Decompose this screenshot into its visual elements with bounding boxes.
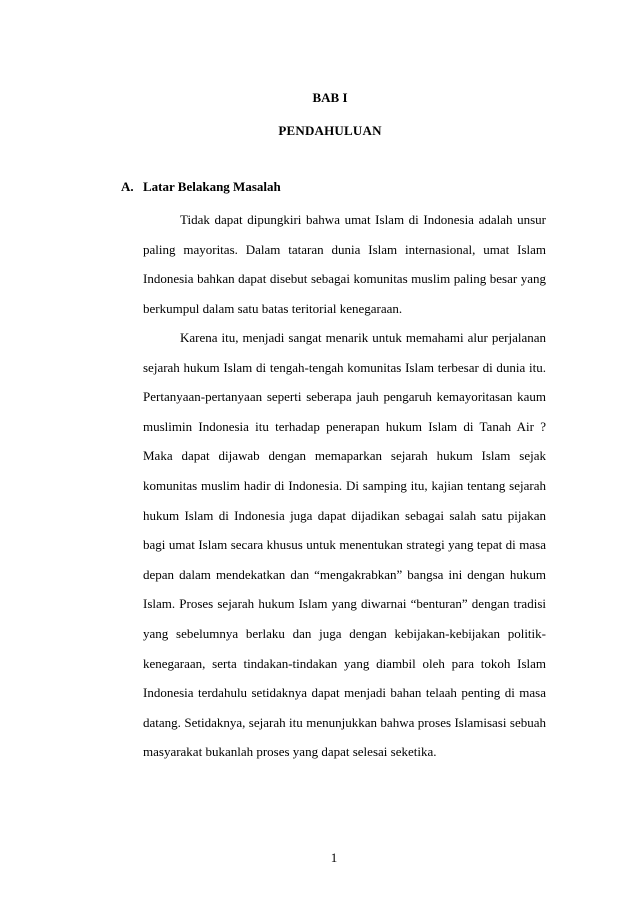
paragraph-text: Karena itu, menjadi sangat menarik untuk memahami alur perjalanan sejarah hukum Islam di tengah-tengah komunitas Islam terbesar di dunia itu. Pertanyaan-pertanyaan seperti seberapa jauh pengaruh kemayoritasan kaum muslimin Indonesia itu terhadap penerapan hukum Islam di Tanah Air ? Maka dapat dijawab dengan memaparkan sejarah hukum Islam sejak komunitas muslim hadir di Indonesia. Di samping itu, kajian tentang sejarah hukum Islam di Indonesia juga dapat dijadikan sebagai salah satu pijakan bagi umat Islam secara khusus untuk menentukan strategi yang tepat di masa depan dalam mendekatkan dan “mengakrabkan” bangsa ini dengan hukum Islam. Proses sejarah hukum Islam yang diwarnai “benturan” dengan tradisi yang sebelumnya berlaku dan juga dengan kebijakan-kebijakan politik-kenegaraan, serta tindakan-tindakan yang diambil oleh para tokoh Islam Indonesia terdahulu setidaknya dapat menjadi bahan telaah penting di masa datang. Setidaknya, sejarah itu menunjukkan bahwa proses Islamisasi sebuah masyarakat bukanlah proses yang dapat selesai seketika. — [143, 330, 546, 760]
paragraph-text: Tidak dapat dipungkiri bahwa umat Islam di Indonesia adalah unsur paling mayoritas. Dalam tataran dunia Islam internasional, umat Islam Indonesia bahkan dapat disebut sebagai komunitas muslim paling besar yang berkumpul dalam satu batas teritorial kenegaraan. — [143, 212, 546, 316]
paragraph — [143, 205, 546, 323]
section-title: Latar Belakang Masalah — [143, 179, 281, 194]
section-marker: A. — [121, 179, 134, 194]
section-heading — [121, 179, 281, 195]
chapter-number: BAB I — [312, 90, 348, 105]
paragraph — [143, 323, 546, 767]
page-number: 1 — [330, 850, 338, 865]
chapter-title: PENDAHULUAN — [278, 123, 382, 138]
